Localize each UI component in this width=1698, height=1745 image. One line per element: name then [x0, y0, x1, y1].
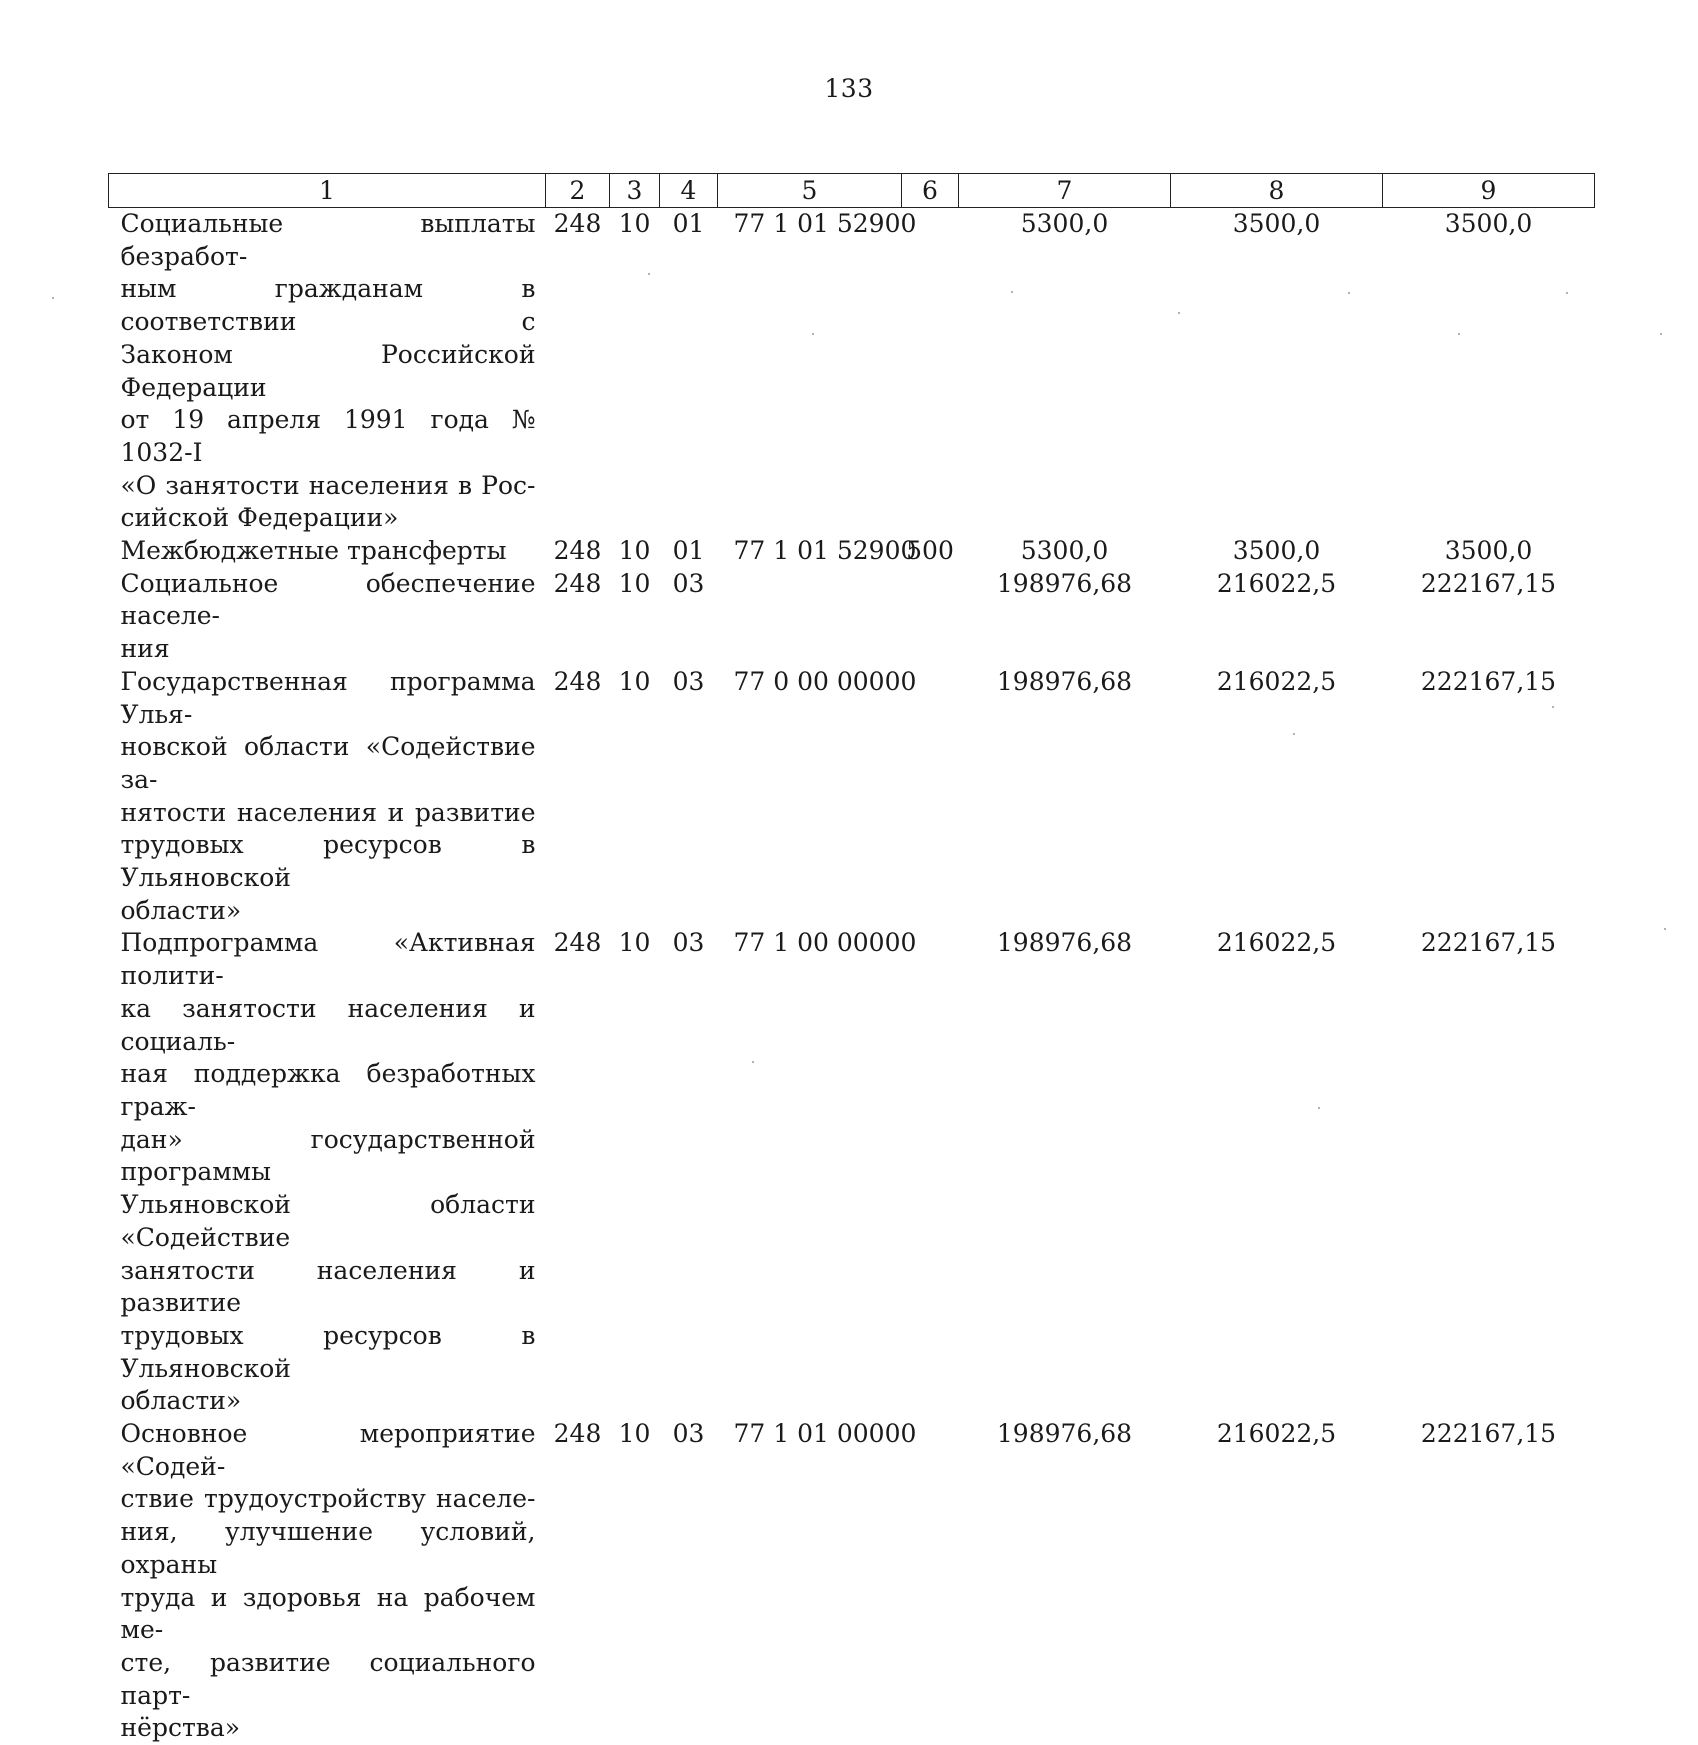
cell-col-9: 222167,15 — [1383, 568, 1595, 666]
scan-speck — [1318, 1107, 1320, 1109]
description-line: ным гражданам в соответствии с — [121, 273, 536, 338]
table-row — [109, 535, 1595, 568]
row-description — [109, 568, 546, 666]
cell-col-3: 10 — [610, 568, 660, 666]
description-line: Межбюджетные трансферты — [121, 535, 536, 568]
description-line: нёрства» — [121, 1712, 536, 1745]
scan-speck — [1348, 292, 1350, 294]
cell-col-4: 03 — [660, 666, 718, 928]
header-row — [109, 174, 1595, 208]
description-line: ния, улучшение условий, охраны — [121, 1516, 536, 1581]
cell-col-3: 10 — [610, 208, 660, 536]
scan-speck — [752, 1061, 754, 1063]
description-line: от 19 апреля 1991 года № 1032-I — [121, 404, 536, 469]
cell-col-5: 77 0 00 00000 — [718, 666, 902, 928]
cell-col-2: 248 — [546, 568, 610, 666]
cell-col-8: 216022,5 — [1171, 927, 1383, 1418]
description-line: Государственная программа Улья- — [121, 666, 536, 731]
description-line: дан» государственной программы — [121, 1124, 536, 1189]
header-col-6: 6 — [902, 174, 959, 208]
description-line: сте, развитие социального парт- — [121, 1647, 536, 1712]
scan-speck — [812, 333, 814, 335]
description-line: области» — [121, 895, 536, 928]
scan-speck — [52, 297, 54, 299]
description-line: Основное мероприятие «Содей- — [121, 1418, 536, 1483]
cell-col-3: 10 — [610, 1418, 660, 1745]
budget-table-container — [108, 173, 1594, 1745]
row-description — [109, 208, 546, 536]
cell-col-9: 222167,15 — [1383, 1418, 1595, 1745]
cell-col-8: 216022,5 — [1171, 1418, 1383, 1745]
cell-col-7: 5300,0 — [959, 535, 1171, 568]
cell-col-2: 248 — [546, 666, 610, 928]
description-line: Законом Российской Федерации — [121, 339, 536, 404]
cell-col-2: 248 — [546, 535, 610, 568]
cell-col-5: 77 1 01 52900 — [718, 535, 902, 568]
cell-col-9: 3500,0 — [1383, 208, 1595, 536]
cell-col-8: 216022,5 — [1171, 666, 1383, 928]
cell-col-6: 500 — [902, 535, 959, 568]
cell-col-3: 10 — [610, 535, 660, 568]
description-line: ная поддержка безработных граж- — [121, 1058, 536, 1123]
description-line: ния — [121, 633, 536, 666]
scan-speck — [1552, 706, 1554, 708]
description-line: области» — [121, 1385, 536, 1418]
table-row — [109, 568, 1595, 666]
header-col-9: 9 — [1383, 174, 1595, 208]
scan-speck — [1458, 333, 1460, 335]
cell-col-5: 77 1 01 00000 — [718, 1418, 902, 1745]
cell-col-2: 248 — [546, 927, 610, 1418]
table-row — [109, 208, 1595, 536]
description-line: Подпрограмма «Активная полити- — [121, 927, 536, 992]
header-col-5: 5 — [718, 174, 902, 208]
description-line: Социальные выплаты безработ- — [121, 208, 536, 273]
header-col-1: 1 — [109, 174, 546, 208]
cell-col-4: 03 — [660, 927, 718, 1418]
cell-col-6 — [902, 1418, 959, 1745]
cell-col-3: 10 — [610, 927, 660, 1418]
description-line: трудовых ресурсов в Ульяновской — [121, 829, 536, 894]
page-number: 133 — [0, 74, 1698, 103]
description-line: Ульяновской области «Содействие — [121, 1189, 536, 1254]
cell-col-2: 248 — [546, 1418, 610, 1745]
description-line: ствие трудоустройству населе- — [121, 1483, 536, 1516]
cell-col-4: 03 — [660, 1418, 718, 1745]
cell-col-4: 01 — [660, 208, 718, 536]
budget-table — [108, 173, 1595, 1745]
row-description — [109, 666, 546, 928]
cell-col-7: 198976,68 — [959, 666, 1171, 928]
scan-speck — [1660, 333, 1662, 335]
description-line: Социальное обеспечение населе- — [121, 568, 536, 633]
cell-col-2: 248 — [546, 208, 610, 536]
description-line: новской области «Содействие за- — [121, 731, 536, 796]
cell-col-4: 03 — [660, 568, 718, 666]
description-line: труда и здоровья на рабочем ме- — [121, 1582, 536, 1647]
cell-col-6 — [902, 208, 959, 536]
header-col-4: 4 — [660, 174, 718, 208]
cell-col-4: 01 — [660, 535, 718, 568]
scan-speck — [1293, 733, 1295, 735]
header-col-7: 7 — [959, 174, 1171, 208]
scan-speck — [648, 273, 650, 275]
cell-col-7: 198976,68 — [959, 1418, 1171, 1745]
table-row — [109, 927, 1595, 1418]
cell-col-8: 3500,0 — [1171, 535, 1383, 568]
scan-speck — [1178, 312, 1180, 314]
cell-col-5 — [718, 568, 902, 666]
description-line: «О занятости населения в Рос- — [121, 470, 536, 503]
table-row — [109, 1418, 1595, 1745]
cell-col-6 — [902, 568, 959, 666]
cell-col-7: 5300,0 — [959, 208, 1171, 536]
scan-speck — [1011, 291, 1013, 293]
description-line: трудовых ресурсов в Ульяновской — [121, 1320, 536, 1385]
cell-col-9: 3500,0 — [1383, 535, 1595, 568]
cell-col-8: 3500,0 — [1171, 208, 1383, 536]
description-line: нятости населения и развитие — [121, 797, 536, 830]
table-header — [109, 174, 1595, 208]
row-description — [109, 927, 546, 1418]
cell-col-5: 77 1 01 52900 — [718, 208, 902, 536]
scan-speck — [1566, 292, 1568, 294]
cell-col-7: 198976,68 — [959, 927, 1171, 1418]
description-line: сийской Федерации» — [121, 502, 536, 535]
description-line: ка занятости населения и социаль- — [121, 993, 536, 1058]
description-line: занятости населения и развитие — [121, 1255, 536, 1320]
header-col-3: 3 — [610, 174, 660, 208]
row-description — [109, 535, 546, 568]
row-description — [109, 1418, 546, 1745]
cell-col-9: 222167,15 — [1383, 927, 1595, 1418]
header-col-8: 8 — [1171, 174, 1383, 208]
table-body — [109, 208, 1595, 1745]
cell-col-6 — [902, 927, 959, 1418]
cell-col-3: 10 — [610, 666, 660, 928]
scan-speck — [1664, 928, 1666, 930]
cell-col-7: 198976,68 — [959, 568, 1171, 666]
cell-col-6 — [902, 666, 959, 928]
table-row — [109, 666, 1595, 928]
cell-col-8: 216022,5 — [1171, 568, 1383, 666]
cell-col-5: 77 1 00 00000 — [718, 927, 902, 1418]
cell-col-9: 222167,15 — [1383, 666, 1595, 928]
header-col-2: 2 — [546, 174, 610, 208]
